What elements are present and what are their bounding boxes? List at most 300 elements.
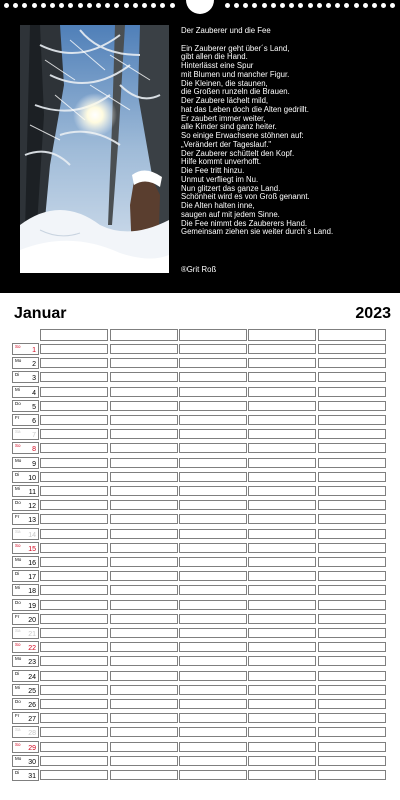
entry-cell[interactable]	[179, 372, 247, 382]
entry-cell[interactable]	[248, 529, 316, 539]
poem-line: Hilfe kommt unverhofft.	[181, 157, 262, 167]
entry-cell[interactable]	[318, 600, 386, 610]
day-label	[12, 655, 39, 667]
weekday-abbr: Di	[15, 471, 20, 477]
entry-cell[interactable]	[179, 614, 247, 624]
poem-line: Nun glitzert das ganze Land.	[181, 183, 281, 193]
weekday-abbr: Sa	[15, 429, 21, 435]
day-label	[12, 641, 39, 653]
entry-cell[interactable]	[179, 699, 247, 709]
day-label	[12, 386, 39, 398]
weekday-abbr: Mo	[15, 755, 22, 761]
entry-cell[interactable]	[318, 699, 386, 709]
entry-cell[interactable]	[248, 429, 316, 439]
entry-cell[interactable]	[110, 557, 178, 567]
day-number: 1	[32, 347, 36, 354]
day-number: 17	[28, 574, 36, 582]
poem-lines	[181, 45, 396, 238]
weekday-abbr: So	[15, 542, 21, 548]
entry-cell[interactable]	[248, 614, 316, 624]
binding-hole	[354, 3, 359, 8]
day-label	[12, 698, 39, 710]
day-number: 28	[28, 730, 36, 738]
weekday-abbr: Mo	[15, 358, 22, 364]
day-number: 18	[28, 588, 36, 596]
weekday-abbr: So	[15, 344, 21, 349]
entry-cell[interactable]	[248, 472, 316, 482]
entry-cell[interactable]	[40, 344, 108, 354]
day-number: 11	[28, 489, 36, 496]
entry-cell[interactable]	[110, 387, 178, 397]
day-label	[12, 741, 39, 753]
entry-cell[interactable]	[110, 756, 178, 766]
column-header-1[interactable]	[40, 329, 108, 341]
column-header-4[interactable]	[248, 329, 316, 341]
weekday-abbr: Mi	[15, 486, 20, 491]
day-label	[12, 471, 39, 483]
binding-hole	[335, 3, 340, 8]
entry-cell[interactable]	[248, 742, 316, 752]
entry-cell[interactable]	[318, 387, 386, 397]
day-number: 4	[32, 389, 36, 397]
entry-cell[interactable]	[40, 472, 108, 482]
day-number: 14	[28, 531, 36, 539]
day-label	[12, 499, 39, 511]
weekday-abbr: Do	[15, 699, 21, 704]
day-label	[12, 371, 39, 383]
day-number: 13	[28, 517, 36, 525]
poem-credit: ®Grit Roß	[181, 265, 217, 274]
binding-hole	[4, 3, 9, 8]
day-number: 24	[28, 673, 36, 681]
day-label	[12, 584, 39, 596]
entry-cell[interactable]	[248, 486, 316, 496]
entry-cell[interactable]	[248, 770, 316, 780]
day-number: 30	[28, 758, 36, 766]
day-label	[12, 343, 39, 355]
day-number: 21	[28, 631, 36, 638]
poem-line: „Verändert der Tageslauf."	[181, 139, 272, 149]
entry-cell[interactable]	[179, 415, 247, 425]
entry-cell[interactable]	[40, 486, 108, 496]
day-number: 19	[28, 602, 36, 610]
entry-cell[interactable]	[110, 358, 178, 368]
day-label	[12, 357, 39, 369]
entry-cell[interactable]	[318, 372, 386, 382]
entry-cell[interactable]	[40, 358, 108, 368]
day-label	[12, 457, 39, 469]
binding-hole	[41, 3, 46, 8]
entry-cell[interactable]	[110, 742, 178, 752]
entry-cell[interactable]	[179, 628, 247, 638]
entry-cell[interactable]	[248, 699, 316, 709]
entry-cell[interactable]	[179, 458, 247, 468]
entry-cell[interactable]	[110, 486, 178, 496]
weekday-abbr: So	[15, 741, 21, 747]
weekday-abbr: Mi	[15, 386, 20, 392]
day-label	[12, 599, 39, 611]
poem-panel	[0, 0, 400, 293]
entry-cell[interactable]	[110, 514, 178, 524]
entry-cell[interactable]	[40, 600, 108, 610]
entry-cell[interactable]	[110, 614, 178, 624]
entry-cell[interactable]	[318, 656, 386, 666]
entry-cell[interactable]	[179, 585, 247, 595]
entry-cell[interactable]	[110, 642, 178, 652]
binding-hole	[262, 3, 267, 8]
weekday-abbr: Fr	[15, 514, 20, 520]
entry-cell[interactable]	[40, 372, 108, 382]
entry-cell[interactable]	[40, 529, 108, 539]
day-label	[12, 712, 39, 724]
binding-hole	[308, 3, 313, 8]
day-number: 10	[28, 474, 36, 482]
entry-cell[interactable]	[40, 656, 108, 666]
weekday-abbr: Di	[15, 670, 20, 676]
entry-cell[interactable]	[110, 770, 178, 780]
entry-cell[interactable]	[40, 500, 108, 510]
binding-hole	[142, 3, 147, 8]
poem-line: Unmut verfliegt im Nu.	[181, 174, 259, 184]
entry-cell[interactable]	[110, 713, 178, 723]
entry-cell[interactable]	[179, 344, 247, 354]
entry-cell[interactable]	[40, 585, 108, 595]
entry-cell[interactable]	[179, 713, 247, 723]
entry-cell[interactable]	[110, 685, 178, 695]
entry-cell[interactable]	[40, 742, 108, 752]
entry-cell[interactable]	[318, 429, 386, 439]
entry-cell[interactable]	[318, 472, 386, 482]
entry-cell[interactable]	[179, 472, 247, 482]
weekday-abbr: Mi	[15, 585, 20, 591]
entry-cell[interactable]	[179, 600, 247, 610]
binding-hole	[124, 3, 129, 8]
binding-hole	[363, 3, 368, 8]
entry-cell[interactable]	[40, 543, 108, 553]
entry-cell[interactable]	[318, 713, 386, 723]
entry-cell[interactable]	[248, 671, 316, 681]
binding-hole	[344, 3, 349, 8]
entry-cell[interactable]	[40, 415, 108, 425]
entry-cell[interactable]	[40, 713, 108, 723]
entry-cell[interactable]	[248, 443, 316, 453]
entry-cell[interactable]	[318, 458, 386, 468]
day-number: 9	[32, 460, 36, 468]
entry-cell[interactable]	[248, 642, 316, 652]
entry-cell[interactable]	[40, 429, 108, 439]
entry-cell[interactable]	[110, 543, 178, 553]
day-number: 2	[32, 361, 36, 369]
entry-cell[interactable]	[248, 713, 316, 723]
entry-cell[interactable]	[179, 571, 247, 581]
entry-cell[interactable]	[40, 628, 108, 638]
entry-cell[interactable]	[110, 727, 178, 737]
entry-cell[interactable]	[40, 756, 108, 766]
entry-cell[interactable]	[318, 486, 386, 496]
month-title: Januar	[14, 305, 67, 322]
entry-cell[interactable]	[318, 571, 386, 581]
entry-cell[interactable]	[318, 443, 386, 453]
binding-hole	[78, 3, 83, 8]
binding-hole	[252, 3, 257, 8]
poem-line: Hinterlässt eine Spur	[181, 61, 254, 70]
entry-cell[interactable]	[248, 571, 316, 581]
day-number: 20	[28, 616, 36, 624]
entry-cell[interactable]	[179, 443, 247, 453]
entry-cell[interactable]	[179, 543, 247, 553]
binding-hole	[59, 3, 64, 8]
entry-cell[interactable]	[248, 600, 316, 610]
entry-cell[interactable]	[248, 401, 316, 411]
weekday-abbr: Di	[15, 571, 20, 577]
entry-cell[interactable]	[318, 514, 386, 524]
weekday-abbr: Fr	[15, 415, 20, 420]
entry-cell[interactable]	[40, 571, 108, 581]
binding-hole	[170, 3, 175, 8]
weekday-abbr: Sa	[15, 528, 21, 534]
entry-cell[interactable]	[179, 358, 247, 368]
entry-cell[interactable]	[179, 557, 247, 567]
entry-cell[interactable]	[318, 529, 386, 539]
weekday-abbr: Mi	[15, 684, 20, 690]
poem-line: gibt allen die Hand.	[181, 52, 248, 62]
entry-cell[interactable]	[179, 486, 247, 496]
poem-line: Die Kleinen, die staunen,	[181, 78, 268, 88]
poem-line: Die Alten halten inne,	[181, 201, 255, 210]
entry-cell[interactable]	[179, 401, 247, 411]
entry-cell[interactable]	[40, 514, 108, 524]
entry-cell[interactable]	[248, 344, 316, 354]
binding-hole	[243, 3, 248, 8]
entry-cell[interactable]	[40, 557, 108, 567]
day-number: 25	[28, 687, 36, 695]
binding-hole	[114, 3, 119, 8]
entry-cell[interactable]	[110, 429, 178, 439]
weekday-abbr: Mo	[15, 557, 22, 562]
entry-cell[interactable]	[248, 727, 316, 737]
entry-cell[interactable]	[318, 642, 386, 652]
poem-line: alle Kinder sind ganz heiter.	[181, 122, 277, 132]
entry-cell[interactable]	[318, 557, 386, 567]
weekday-abbr: Di	[15, 770, 20, 775]
entry-cell[interactable]	[248, 585, 316, 595]
weekday-abbr: Mo	[15, 656, 22, 662]
entry-cell[interactable]	[179, 770, 247, 780]
binding-hole	[280, 3, 285, 8]
day-label	[12, 556, 39, 568]
day-number: 7	[32, 432, 36, 440]
entry-cell[interactable]	[318, 756, 386, 766]
poem-line: saugen auf mit jedem Sinne.	[181, 209, 280, 219]
entry-cell[interactable]	[318, 500, 386, 510]
entry-cell[interactable]	[248, 756, 316, 766]
day-number: 22	[28, 645, 36, 653]
entry-cell[interactable]	[248, 514, 316, 524]
entry-cell[interactable]	[110, 443, 178, 453]
entry-cell[interactable]	[110, 628, 178, 638]
day-label	[12, 570, 39, 582]
entry-cell[interactable]	[248, 415, 316, 425]
binding-holes	[0, 0, 400, 16]
binding-hole	[234, 3, 239, 8]
entry-cell[interactable]	[110, 472, 178, 482]
binding-hole	[96, 3, 101, 8]
entry-cell[interactable]	[179, 500, 247, 510]
entry-cell[interactable]	[318, 415, 386, 425]
entry-cell[interactable]	[179, 642, 247, 652]
weekday-abbr: Do	[15, 400, 21, 406]
day-number: 15	[28, 545, 36, 553]
entry-cell[interactable]	[248, 458, 316, 468]
binding-hole	[22, 3, 27, 8]
entry-cell[interactable]	[318, 344, 386, 354]
day-label	[12, 684, 39, 696]
weekday-abbr: Mo	[15, 457, 22, 463]
poem-line: Schönheit wird es von Groß genannt.	[181, 192, 310, 202]
entry-cell[interactable]	[248, 628, 316, 638]
weekday-abbr: Do	[15, 599, 21, 605]
binding-hole	[317, 3, 322, 8]
binding-hole	[50, 3, 55, 8]
day-label	[12, 670, 39, 682]
entry-cell[interactable]	[40, 387, 108, 397]
entry-cell[interactable]	[110, 600, 178, 610]
day-number: 31	[28, 773, 36, 780]
day-number: 12	[28, 503, 36, 511]
winter-forest-photo	[20, 25, 169, 273]
poem-line: So einige Erwachsene stöhnen auf:	[181, 131, 304, 140]
binding-hole	[68, 3, 73, 8]
entry-cell[interactable]	[179, 742, 247, 752]
entry-cell[interactable]	[110, 671, 178, 681]
entry-cell[interactable]	[110, 656, 178, 666]
entry-cell[interactable]	[179, 756, 247, 766]
binding-hole	[32, 3, 37, 8]
hanger-hole	[186, 0, 214, 14]
day-label	[12, 485, 39, 497]
day-number: 26	[28, 702, 36, 709]
entry-cell[interactable]	[318, 671, 386, 681]
entry-cell[interactable]	[110, 529, 178, 539]
poem-text	[181, 27, 396, 237]
binding-hole	[160, 3, 165, 8]
day-label	[12, 627, 39, 639]
poem-line: Die Fee tritt hinzu.	[181, 166, 245, 175]
entry-cell[interactable]	[110, 585, 178, 595]
entry-cell[interactable]	[40, 685, 108, 695]
year-title: 2023	[355, 305, 391, 322]
entry-cell[interactable]	[110, 344, 178, 354]
entry-cell[interactable]	[40, 642, 108, 652]
day-label	[12, 400, 39, 412]
entry-cell[interactable]	[248, 372, 316, 382]
entry-cell[interactable]	[179, 387, 247, 397]
day-number: 27	[28, 716, 36, 724]
entry-cell[interactable]	[40, 401, 108, 411]
binding-hole	[225, 3, 230, 8]
binding-hole	[133, 3, 138, 8]
binding-hole	[381, 3, 386, 8]
entry-cell[interactable]	[318, 358, 386, 368]
day-number: 16	[28, 560, 36, 567]
day-number: 6	[32, 418, 36, 425]
entry-cell[interactable]	[40, 443, 108, 453]
entry-cell[interactable]	[248, 387, 316, 397]
entry-cell[interactable]	[248, 543, 316, 553]
poem-line: hat das Leben doch die Alten gedrillt.	[181, 104, 309, 114]
entry-cell[interactable]	[110, 415, 178, 425]
entry-cell[interactable]	[318, 770, 386, 780]
entry-cell[interactable]	[179, 685, 247, 695]
entry-cell[interactable]	[40, 671, 108, 681]
entry-cell[interactable]	[248, 500, 316, 510]
entry-cell[interactable]	[179, 727, 247, 737]
weekday-abbr: Do	[15, 500, 21, 506]
entry-cell[interactable]	[318, 401, 386, 411]
entry-cell[interactable]	[40, 770, 108, 780]
entry-cell[interactable]	[318, 742, 386, 752]
entry-cell[interactable]	[40, 458, 108, 468]
day-number: 8	[32, 446, 36, 454]
entry-cell[interactable]	[179, 429, 247, 439]
day-label	[12, 414, 39, 426]
poem-title: Der Zauberer und die Fee	[181, 26, 271, 35]
column-header-3[interactable]	[179, 329, 247, 341]
entry-cell[interactable]	[110, 500, 178, 510]
entry-cell[interactable]	[318, 543, 386, 553]
weekday-abbr: So	[15, 642, 21, 648]
entry-cell[interactable]	[318, 727, 386, 737]
entry-cell[interactable]	[179, 671, 247, 681]
entry-cell[interactable]	[40, 699, 108, 709]
entry-cell[interactable]	[248, 557, 316, 567]
entry-cell[interactable]	[179, 514, 247, 524]
entry-cell[interactable]	[110, 401, 178, 411]
entry-cell[interactable]	[110, 571, 178, 581]
day-number: 23	[28, 659, 36, 667]
weekday-abbr: Fr	[15, 613, 20, 619]
entry-cell[interactable]	[248, 358, 316, 368]
entry-cell[interactable]	[110, 699, 178, 709]
day-label	[12, 542, 39, 554]
entry-cell[interactable]	[179, 656, 247, 666]
poem-line: Die Fee nimmt des Zauberers Hand.	[181, 218, 308, 228]
entry-cell[interactable]	[318, 685, 386, 695]
entry-cell[interactable]	[40, 614, 108, 624]
day-label	[12, 769, 39, 781]
entry-cell[interactable]	[110, 458, 178, 468]
entry-cell[interactable]	[110, 372, 178, 382]
entry-cell[interactable]	[179, 529, 247, 539]
binding-hole	[372, 3, 377, 8]
day-label	[12, 442, 39, 454]
column-header-2[interactable]	[110, 329, 178, 341]
entry-cell[interactable]	[318, 614, 386, 624]
binding-hole	[105, 3, 110, 8]
day-number: 29	[28, 744, 36, 752]
day-label	[12, 428, 39, 440]
entry-cell[interactable]	[318, 628, 386, 638]
entry-cell[interactable]	[318, 585, 386, 595]
binding-hole	[390, 3, 395, 8]
entry-cell[interactable]	[40, 727, 108, 737]
entry-cell[interactable]	[248, 656, 316, 666]
poem-line: Der Zauberer schüttelt den Kopf.	[181, 148, 295, 158]
day-number: 3	[32, 375, 36, 383]
entry-cell[interactable]	[248, 685, 316, 695]
column-header-5[interactable]	[318, 329, 386, 341]
binding-hole	[298, 3, 303, 8]
